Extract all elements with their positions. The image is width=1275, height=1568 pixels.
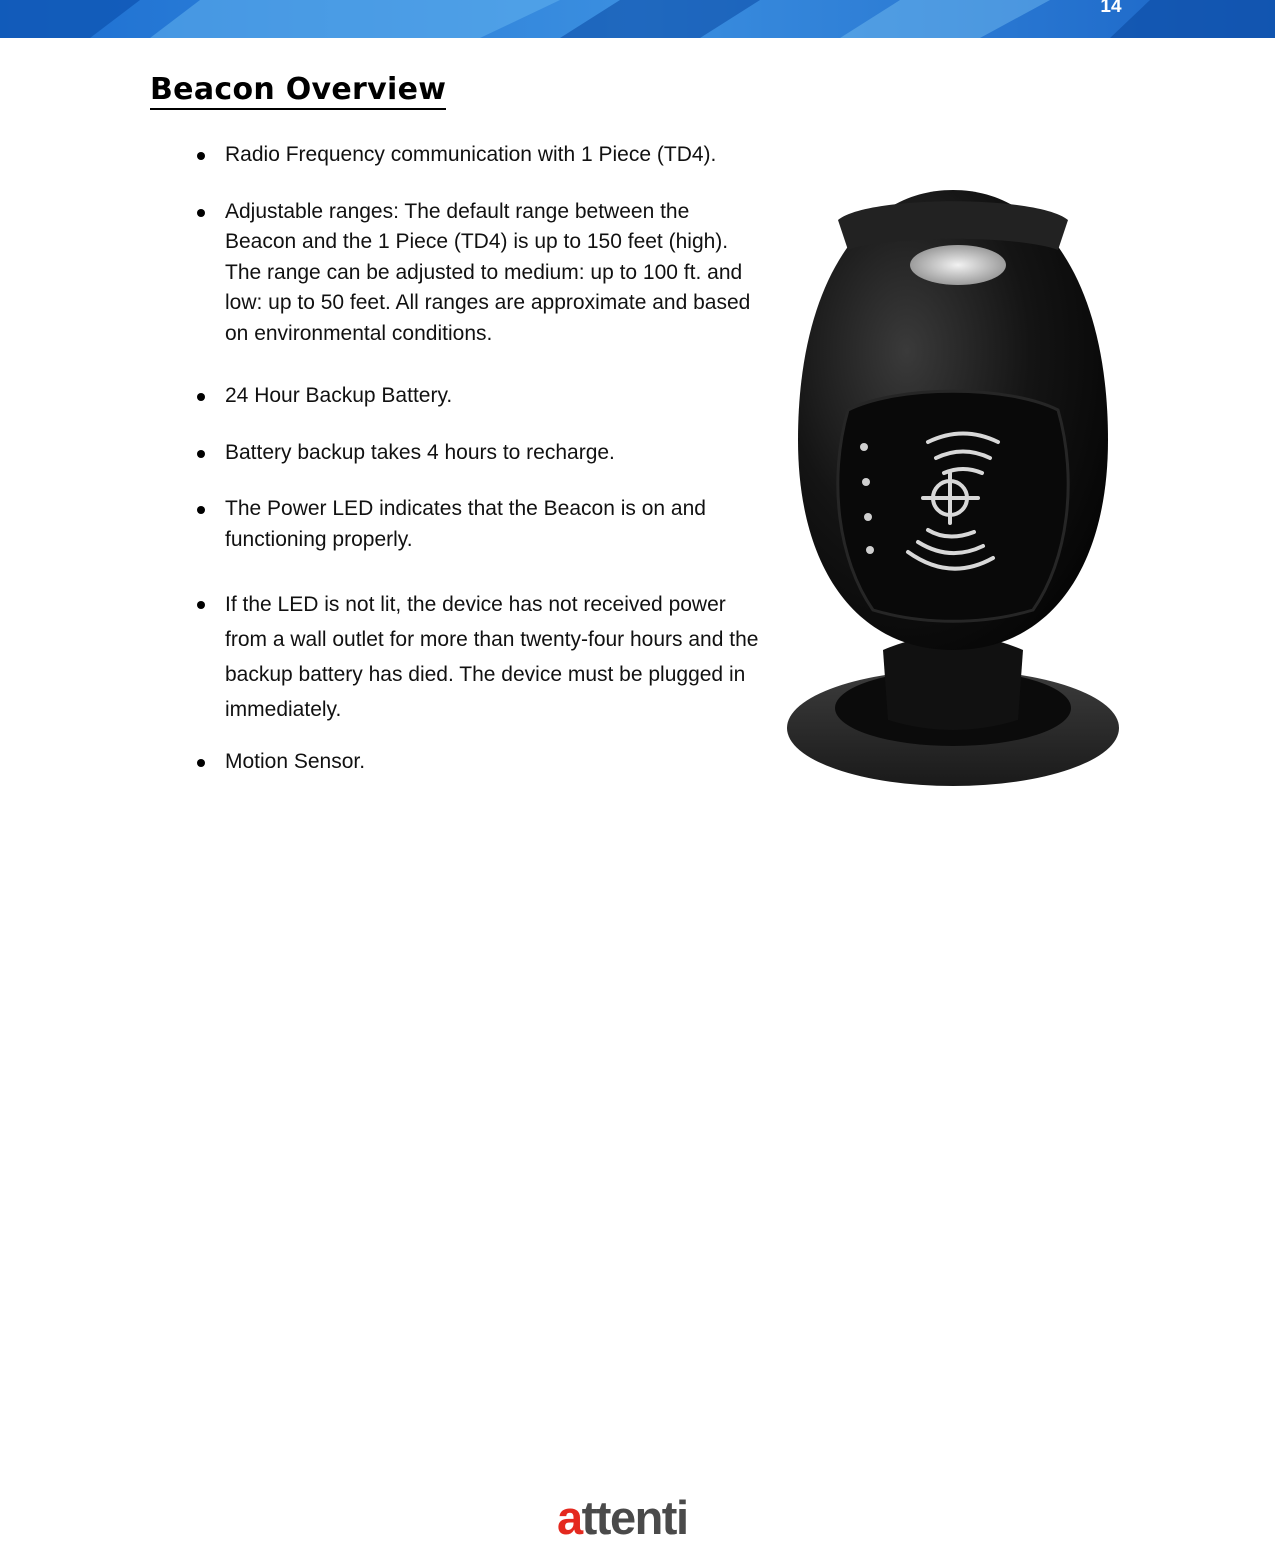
list-item-text: Adjustable ranges: The default range between the Beacon and the 1 Piece (TD4) is up to 150 feet (high). The range can be adjusted to medium: up to 100 ft. and low: up to 50 feet. All ranges are approximate and based on environmental conditions. [225,199,751,345]
bullet-icon [197,152,205,160]
list-item-text: If the LED is not lit, the device has not received power from a wall outlet for more than twenty-four hours and the backup battery has died. The device must be plugged in immediately. [225,593,759,721]
feature-list [190,140,770,778]
list-item [190,140,770,171]
page-number: 14 [1100,0,1122,17]
svg-text:attenti [557,1491,688,1544]
bullet-icon [197,393,205,401]
list-item [190,587,770,727]
bullet-icon [197,506,205,514]
list-item-text: Battery backup takes 4 hours to recharge. [225,440,615,464]
page-title: Beacon Overview [150,72,446,110]
logo-rest: ttenti [581,1491,688,1544]
list-item-text: The Power LED indicates that the Beacon is on and functioning properly. [225,497,706,551]
bullet-icon [197,601,205,609]
list-item [190,494,755,555]
bullet-icon [197,209,205,217]
attenti-logo [555,1488,725,1546]
bullet-icon [197,450,205,458]
bullet-icon [197,759,205,767]
logo-a: a [557,1491,582,1544]
header-band [0,0,1275,38]
list-item-text: 24 Hour Backup Battery. [225,384,453,407]
list-item-text: Motion Sensor. [225,750,366,773]
list-item [190,438,770,469]
list-item [190,747,770,778]
beacon-device-photo [778,180,1128,795]
list-item [190,197,755,350]
list-item-text: Radio Frequency communication with 1 Piece (TD4). [225,143,717,166]
list-item [190,381,770,412]
